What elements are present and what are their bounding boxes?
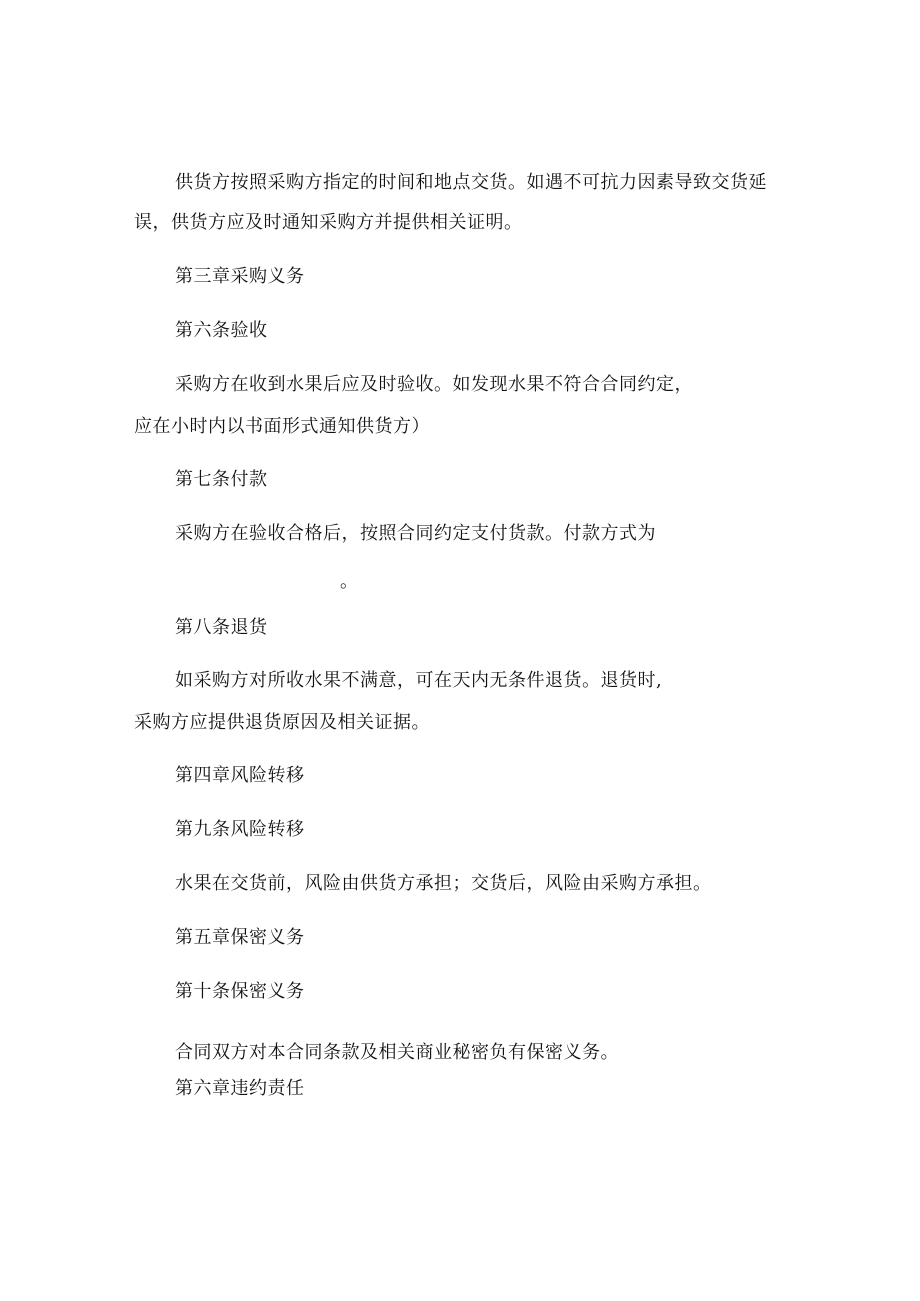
article-heading-8: 第八条退货 — [175, 617, 268, 638]
paragraph-return-line-2: 采购方应提供退货原因及相关证据。 — [134, 712, 430, 733]
chapter-heading-3: 第三章采购义务 — [175, 266, 305, 287]
paragraph-inspection-line-2: 应在小时内以书面形式通知供货方） — [134, 416, 430, 437]
article-heading-6: 第六条验收 — [175, 320, 268, 341]
article-heading-9: 第九条风险转移 — [175, 819, 305, 840]
article-heading-7: 第七条付款 — [175, 469, 268, 490]
paragraph-delivery-line-1: 供货方按照采购方指定的时间和地点交货。如遇不可抗力因素导致交货延 — [175, 172, 767, 193]
article-heading-10: 第十条保密义务 — [175, 981, 305, 1002]
chapter-heading-4: 第四章风险转移 — [175, 765, 305, 786]
paragraph-risk-line-1: 水果在交货前，风险由供货方承担；交货后，风险由采购方承担。 — [175, 873, 712, 894]
chapter-heading-6: 第六章违约责任 — [175, 1078, 305, 1099]
paragraph-inspection-line-1: 采购方在收到水果后应及时验收。如发现水果不符合合同约定， — [175, 374, 693, 395]
chapter-heading-5: 第五章保密义务 — [175, 927, 305, 948]
paragraph-confidentiality-line-1: 合同双方对本合同条款及相关商业秘密负有保密义务。 — [175, 1042, 619, 1063]
paragraph-payment-line-1: 采购方在验收合格后，按照合同约定支付货款。付款方式为 — [175, 523, 656, 544]
paragraph-payment-line-2: 。 — [340, 571, 359, 592]
paragraph-delivery-line-2: 误，供货方应及时通知采购方并提供相关证明。 — [134, 212, 523, 233]
paragraph-return-line-1: 如采购方对所收水果不满意，可在天内无条件退货。退货时, — [175, 670, 663, 691]
